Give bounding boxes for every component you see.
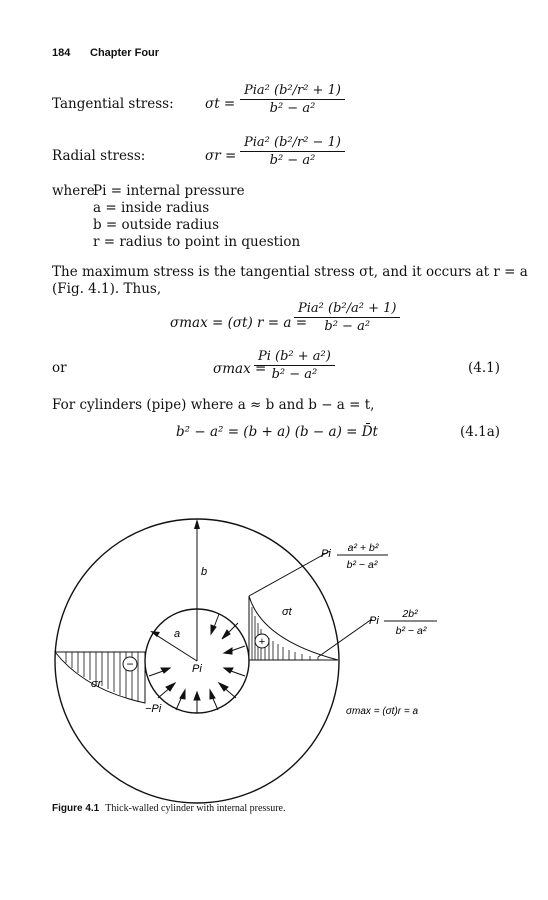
top-formula-numerator: a² + b² [347, 542, 379, 554]
max-stress-2-numerator: Pi (b² + a²) [254, 349, 335, 366]
label-pi-center: Pi [192, 663, 202, 675]
or-word: or [52, 360, 67, 376]
right-formula-pi: Pi [369, 615, 379, 627]
caption-text: Thick-walled cylinder with internal pressure. [105, 803, 286, 814]
definition-item: b = outside radius [93, 217, 220, 233]
page-number: 184 [52, 47, 71, 59]
figure-number: Figure 4.1 [52, 803, 100, 814]
chapter-title: Chapter Four [90, 47, 160, 59]
tangential-stress-denominator: b² − a² [269, 101, 316, 116]
label-b: b [201, 566, 208, 578]
label-sigma-r: σr [91, 678, 102, 690]
top-leader-line [249, 551, 330, 596]
top-formula-pi: Pi [321, 548, 331, 560]
paragraph-line: For cylinders (pipe) where a ≈ b and b − a = t, [52, 397, 375, 413]
tangential-stress-numerator: Pia² (b²/r² + 1) [240, 83, 345, 100]
equation-number: (4.1a) [460, 424, 501, 440]
max-stress-lhs: σmax = (σt) r = a = [170, 315, 308, 331]
minus-sign: − [126, 657, 134, 671]
tangential-stress-label: Tangential stress: [52, 96, 174, 112]
sigma-max-label: σmax = (σt)r = a [346, 706, 419, 717]
figure-caption [52, 803, 285, 814]
label-a: a [174, 628, 181, 640]
definition-item: Pi = internal pressure [93, 183, 245, 199]
right-leader-line [318, 619, 372, 657]
plus-sign: + [258, 636, 266, 648]
paragraph-line: The maximum stress is the tangential stress σt, and it occurs at r = a [52, 264, 528, 280]
top-formula-denominator: b² − a² [346, 559, 378, 571]
max-stress-denominator: b² − a² [324, 319, 371, 334]
label-sigma-t: σt [282, 606, 292, 618]
max-stress-2-denominator: b² − a² [271, 367, 318, 382]
definition-item: r = radius to point in question [93, 234, 301, 250]
tangential-stress-lhs: σt = [205, 96, 236, 112]
radial-stress-lhs: σr = [205, 148, 237, 164]
definition-item: a = inside radius [93, 200, 210, 216]
max-stress-numerator: Pia² (b²/a² + 1) [294, 301, 400, 318]
paragraph-line: (Fig. 4.1). Thus, [52, 281, 162, 297]
right-formula-numerator: 2b² [402, 608, 418, 620]
arrowhead [194, 519, 200, 529]
pipe-equation: b² − a² = (b + a) (b − a) = D̄t [176, 424, 378, 440]
tangential-stress-curve [249, 596, 338, 660]
radial-stress-label: Radial stress: [52, 148, 146, 164]
equation-number: (4.1) [468, 360, 501, 376]
right-formula-denominator: b² − a² [395, 625, 427, 637]
label-negative-pi: −Pi [145, 703, 162, 715]
radial-stress-denominator: b² − a² [269, 153, 316, 168]
max-stress-2-lhs: σmax = [213, 361, 267, 377]
radial-stress-numerator: Pia² (b²/r² − 1) [240, 135, 345, 152]
definitions-intro: where [52, 183, 95, 199]
